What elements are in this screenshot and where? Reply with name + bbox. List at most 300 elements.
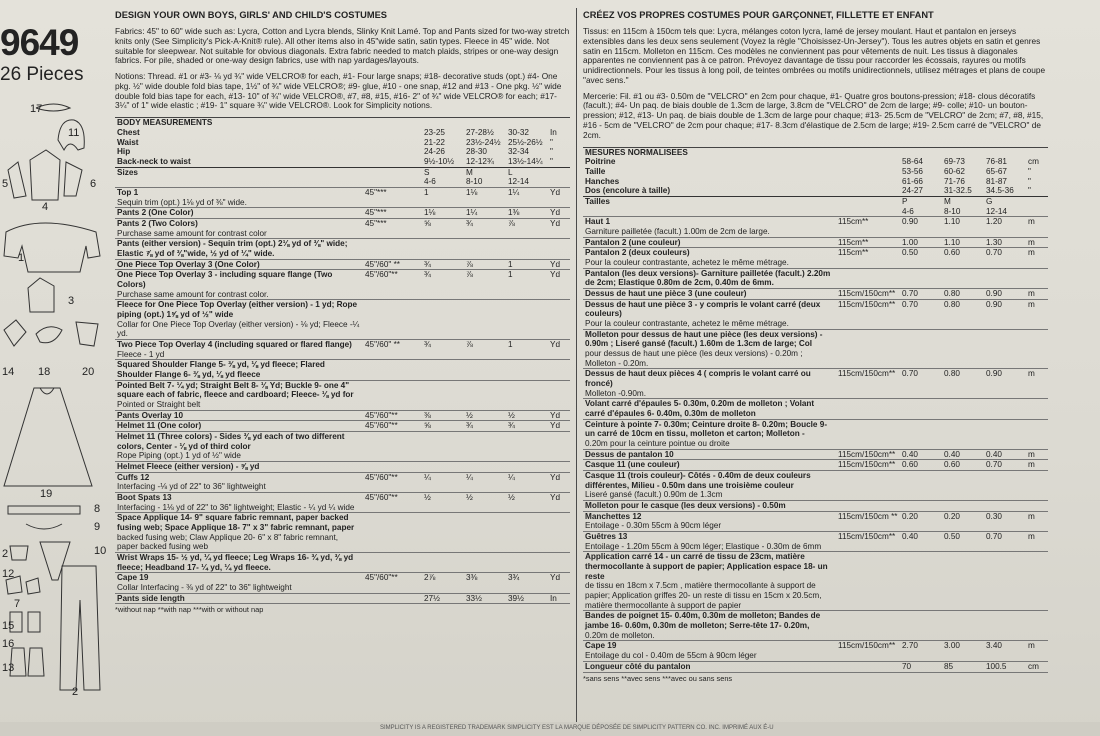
fabric-width-value	[363, 593, 422, 604]
size-header-m: M 8-10	[942, 196, 984, 216]
garment-sublabel: Pour la couleur contrastante, achetez le même métrage.	[585, 257, 789, 267]
english-footnote: *without nap **with nap ***with or without nap	[115, 605, 264, 615]
top-drawing	[4, 223, 100, 272]
size-small-value: 21-22	[424, 137, 445, 147]
unit-value	[548, 239, 570, 259]
garment-label-cell	[583, 552, 836, 611]
size-large-value	[984, 611, 1026, 641]
figure-label-7: 7	[14, 598, 21, 610]
size-large-value: ½	[506, 410, 548, 421]
size-medium-value: ½	[464, 493, 506, 513]
garment-label-cell	[115, 300, 363, 340]
measurement-label: Hanches	[585, 176, 620, 186]
figure-label-16: 16	[2, 638, 15, 650]
unit-value: "	[1028, 166, 1031, 176]
garment-label-cell	[583, 661, 836, 672]
unit-value	[548, 513, 570, 553]
english-column	[115, 10, 570, 615]
applique-14-drawing	[4, 320, 26, 346]
pants-overlay-drawing	[40, 542, 70, 580]
garment-label-cell	[583, 288, 836, 299]
garment-label: One Piece Top Overlay 3 (One Color)	[117, 259, 260, 269]
size-medium-value	[464, 462, 506, 473]
blank-cell	[363, 138, 422, 148]
size-medium-value	[942, 419, 984, 449]
blank-cell	[363, 128, 422, 138]
body-measurement-row	[115, 128, 570, 138]
blank-cell	[363, 147, 422, 157]
garment-sublabel: Pointed or Straight belt	[117, 400, 201, 410]
yardage-row	[115, 360, 570, 380]
yardage-row	[115, 218, 570, 238]
garment-label-cell	[115, 493, 363, 513]
size-large-value: 81-87	[986, 176, 1007, 186]
garment-label: Cape 19	[585, 641, 617, 651]
figure-label-3: 3	[68, 295, 75, 307]
size-medium-value: 0.60	[942, 460, 984, 471]
unit-value: Yd	[548, 218, 570, 238]
garment-sublabel: Interfacing - 1⅛ yd of 22" to 36" lightweight; Elastic - ¼ yd ¼ wide	[117, 502, 355, 512]
unit-value	[1026, 329, 1048, 369]
size-small-value	[422, 462, 464, 473]
pants-drawing	[60, 566, 100, 690]
size-large-value: 0.70	[984, 460, 1026, 471]
flange-right-drawing	[64, 162, 82, 196]
technical-drawings	[0, 0, 112, 736]
size-small-value: 1⅛	[422, 208, 464, 219]
fabric-width-value: 45"/60"**	[363, 410, 422, 421]
garment-label-cell	[583, 329, 836, 369]
yardage-row	[583, 399, 1048, 419]
size-large-value: ¾	[506, 421, 548, 432]
fabric-width-value: 115cm/150cm**	[836, 288, 900, 299]
size-medium-value: 0.20	[942, 511, 984, 531]
size-medium-value: 31-32.5	[944, 186, 972, 196]
body-measurement-row	[583, 167, 1048, 177]
size-medium-value: 0.60	[942, 248, 984, 268]
size-medium-value	[464, 513, 506, 553]
figure-label-12: 12	[2, 568, 15, 580]
measurement-label: Waist	[117, 137, 139, 147]
unit-value: m	[1026, 369, 1048, 399]
size-small-value: 61-66	[902, 176, 923, 186]
unit-value: m	[1026, 449, 1048, 460]
unit-value	[1026, 419, 1048, 449]
unit-value: In	[550, 127, 557, 137]
garment-label-cell	[583, 471, 836, 501]
size-large-value	[984, 399, 1026, 419]
size-medium-value: 69-73	[944, 157, 965, 167]
measurement-label: Hip	[117, 147, 131, 157]
yardage-row	[583, 641, 1048, 661]
unit-value: m	[1026, 288, 1048, 299]
size-small-value: 1	[422, 187, 464, 207]
blank-cell	[363, 157, 422, 167]
fabric-width-value	[836, 329, 900, 369]
top-overlay-3-drawing	[28, 278, 54, 312]
size-small-value: 0.40	[900, 532, 942, 552]
garment-label: Pants side length	[117, 593, 185, 603]
fabric-width-value	[836, 419, 900, 449]
size-medium-value: 27-28½	[466, 127, 494, 137]
unit-value	[1026, 471, 1048, 501]
yardage-row	[115, 493, 570, 513]
garment-sublabel: Entoilage - 0.30m 55cm à 90cm léger	[585, 521, 722, 531]
pattern-pieces-strip	[0, 0, 112, 736]
fabric-width-value	[363, 553, 422, 573]
fabric-width-value	[836, 399, 900, 419]
size-small-value: ¾	[422, 270, 464, 300]
size-small-value: ¾	[422, 259, 464, 270]
yardage-row	[583, 288, 1048, 299]
size-medium-value: 33½	[464, 593, 506, 604]
size-medium-value: ¾	[464, 218, 506, 238]
pointed-belt-drawing	[26, 524, 62, 529]
cuff-drawing	[10, 546, 28, 560]
yardage-row	[583, 248, 1048, 268]
fabric-width-value	[363, 239, 422, 259]
yardage-row	[115, 472, 570, 492]
size-large-value	[984, 501, 1026, 512]
fabric-width-value	[363, 380, 422, 410]
size-small-value	[900, 419, 942, 449]
size-medium-value: 85	[942, 661, 984, 672]
yardage-row	[583, 552, 1048, 611]
garment-label-cell	[115, 360, 363, 380]
size-small-value: 23-25	[424, 127, 445, 137]
size-small-value	[900, 399, 942, 419]
size-medium-value: 12-12¾	[466, 156, 494, 166]
garment-sublabel: Rope Piping (opt.) 1 yd of ½" wide	[117, 451, 241, 461]
size-large-value	[984, 268, 1026, 288]
size-small-value	[422, 513, 464, 553]
size-large-value	[506, 360, 548, 380]
cape-drawing	[4, 388, 92, 486]
fabric-width-value: 115cm/150cm**	[836, 460, 900, 471]
yardage-row	[115, 410, 570, 421]
size-small-value: 27½	[422, 593, 464, 604]
yardage-row	[583, 299, 1048, 329]
fabric-width-value	[363, 300, 422, 340]
garment-sublabel: 0.20m pour la ceinture pointue ou droite	[585, 439, 730, 449]
fabric-width-value	[363, 360, 422, 380]
fabric-width-value	[363, 462, 422, 473]
body-measurement-row	[583, 157, 1048, 167]
unit-value: "	[550, 137, 553, 147]
unit-value: Yd	[548, 208, 570, 219]
garment-label: Dessus de pantalon 10	[585, 449, 674, 459]
size-large-value: 1	[506, 340, 548, 360]
unit-value: "	[1028, 186, 1031, 196]
unit-value: m	[1026, 511, 1048, 531]
garment-label: Guêtres 13	[585, 532, 628, 542]
garment-label: Dessus de haut une pièce 3 - y compris le volant carré (deux couleurs)	[585, 299, 821, 319]
blank-cell	[363, 167, 422, 187]
unit-value: Yd	[548, 259, 570, 270]
size-large-value: 0.90	[984, 369, 1026, 399]
figure-label-13: 13	[2, 662, 15, 674]
size-medium-value: 71-76	[944, 176, 965, 186]
garment-label: Dessus de haut deux pièces 4 ( compris le volant carré ou froncé)	[585, 369, 811, 389]
yardage-row	[115, 513, 570, 553]
size-medium-value: 1⅛	[464, 187, 506, 207]
blank-cell	[836, 167, 900, 177]
garment-label: Helmet Fleece (either version) - ⅝ yd	[117, 462, 260, 472]
yardage-row	[583, 449, 1048, 460]
size-small-value	[422, 300, 464, 340]
garment-label: Pants Overlay 10	[117, 410, 183, 420]
size-small-value: 2.70	[900, 641, 942, 661]
garment-label: Volant carré d'épaules 5- 0.30m, 0.20m de molleton ; Volant carré d'épaules 6- 0.40m, 0.30m de molleton	[585, 399, 815, 419]
unit-value	[1026, 501, 1048, 512]
unit-value	[548, 462, 570, 473]
size-small-value	[422, 553, 464, 573]
garment-sublabel: Interfacing -⅛ yd of 22" to 36" lightweight	[117, 482, 266, 492]
english-fabrics: Fabrics: 45" to 60" wide such as: Lycra, Cotton and Lycra blends, Slinky Knit Lamé. Top and Pants sized for two-way stretch knits only (See Simplicity's Pick-A-Knit® rule). All other items also in 45"wide satin, satin types. Fleece in 45" wide. Not suitable for sleepwear. Not suitable for obvious diagonals. Extra fabric needed to match plaids, stripes or one-way design fabrics. For pile, shaded or one-way design fabrics, use with nap yardages/layouts.	[115, 25, 570, 66]
size-small-value: 9½-10½	[424, 156, 455, 166]
size-medium-value: 3.00	[942, 641, 984, 661]
garment-label-cell	[115, 380, 363, 410]
garment-sublabel: backed fusing web; Claw Applique 20- 6" x 8" fabric remnant, paper backed fusing web	[117, 532, 339, 552]
yardage-row	[115, 239, 570, 259]
yardage-row	[115, 421, 570, 432]
size-small-value	[422, 432, 464, 462]
fabric-width-value	[836, 661, 900, 672]
english-notions: Notions: Thread. #1 or #3- ⅛ yd ¾" wide VELCRO® for each, #1- Four large snaps; #18- decorative studs (opt.) #4- One pkg. ½" wide double fold bias tape, 1½" of ¾" wide VELCRO®; #9- glue, #10 - one snap, #12 and #13 - One pkg. ½" wide double fold bias tape for each, #13- 10" of ¾" wide VELCRO®, #7, #8, #15, #16- 2" of ¾" wide VELCRO® for each; #17- 3¼" of 1" wide elastic ; #19- 1" square ¾" wide VELCRO®. Look for Simplicity notions.	[115, 71, 562, 111]
size-small-value: ¾	[422, 340, 464, 360]
fabric-width-value: 45"/60" **	[363, 340, 422, 360]
size-large-value: 13½-14¼	[508, 156, 543, 166]
size-small-value: 0.70	[900, 299, 942, 329]
yardage-row	[583, 268, 1048, 288]
size-medium-value	[942, 611, 984, 641]
size-small-value	[900, 501, 942, 512]
garment-label: Space Applique 14- 9" square fabric remnant, paper backed fusing web; Space Applique 18- 7" x 3" fabric remnant, paper	[117, 513, 355, 533]
garment-label: Squared Shoulder Flange 5- ⅜ yd, ⅛ yd fleece; Flared Shoulder Flange 6- ⅜ yd, ⅛ yd fleece	[117, 360, 325, 380]
measurement-label: Back-neck to waist	[117, 156, 191, 166]
size-header-l: L 12-14	[506, 167, 548, 187]
size-large-value: 65-67	[986, 166, 1007, 176]
garment-label: Top 1	[117, 187, 139, 197]
size-medium-value: 60-62	[944, 166, 965, 176]
size-large-value: 0.90	[984, 299, 1026, 329]
yardage-row	[583, 460, 1048, 471]
unit-value: m	[1026, 641, 1048, 661]
figure-label-8: 8	[94, 503, 101, 515]
size-large-value: 34.5-36	[986, 186, 1014, 196]
applique-20-drawing	[76, 322, 98, 346]
garment-label-cell	[583, 369, 836, 399]
fabric-width-value	[363, 513, 422, 553]
fabric-width-value: 115cm/150cm**	[836, 532, 900, 552]
size-small-value: 0.60	[900, 460, 942, 471]
garment-sublabel: Collar for One Piece Top Overlay (either version) - ⅛ yd; Fleece -¼ yd.	[117, 319, 360, 339]
yardage-row	[115, 573, 570, 593]
size-large-value	[506, 553, 548, 573]
garment-label-cell	[115, 340, 363, 360]
measurement-label: Taille	[585, 166, 606, 176]
garment-sublabel: Pour la couleur contrastante, achetez le même métrage.	[585, 318, 789, 328]
size-medium-value: 1.10	[942, 217, 984, 237]
garment-label: Manchettes 12	[585, 511, 642, 521]
fabric-width-value	[836, 471, 900, 501]
french-notions: Mercerie: Fil. #1 ou #3- 0.50m de "VELCRO" en 2cm pour chaque, #1- Quatre gros boutons-pression; #18- clous décoratifs (facult.); #4- Un paq. de biais double de 1.3cm de large, 3.8cm de "VELCRO" de 2cm de large; #9- colle; #10- un bouton-pression; #12, #13- Un paq. de biais double de 1.3cm de large pour chaque; #13- 25.5cm de "VELCRO" de 2cm; #7, #8, #15, #16 - 5cm de "VELCRO" de 2cm pour chaque; #17- 8.3cm d'élastique de 2.5cm de large; #19- 2.5cm carré de "VELCRO" de 2cm.	[583, 90, 1044, 140]
size-medium-value	[464, 239, 506, 259]
garment-label: Molleton pour dessus de haut une pièce (les deux versions) - 0.90m ; Liseré gansé (facult.) 1.60m de 1.3cm de large; Col	[585, 329, 823, 349]
french-footnote: *sans sens **avec sens ***avec ou sans sens	[583, 673, 733, 683]
size-large-value: 0.90	[984, 288, 1026, 299]
size-large-value: ¼	[506, 472, 548, 492]
garment-label-cell	[115, 410, 363, 421]
yardage-row	[583, 501, 1048, 512]
size-small-value	[900, 471, 942, 501]
size-small-value: 0.90	[900, 217, 942, 237]
fabric-width-value	[836, 552, 900, 611]
size-header-s: S 4-6	[422, 167, 464, 187]
size-large-value: 0.70	[984, 248, 1026, 268]
french-heading: CRÉEZ VOS PROPRES COSTUMES POUR GARÇONNET, FILLETTE ET ENFANT	[583, 10, 934, 20]
figure-label-20: 20	[82, 366, 95, 378]
size-large-value: 0.40	[984, 449, 1026, 460]
blank-cell	[836, 157, 900, 167]
size-small-value	[900, 329, 942, 369]
size-small-value	[422, 239, 464, 259]
size-large-value: 1.20	[984, 217, 1026, 237]
figure-label-4: 4	[42, 201, 49, 213]
size-medium-value	[942, 471, 984, 501]
garment-sublabel: pour dessus de haut une pièce (les deux versions) - 0.20m ; Molleton - 0.20m.	[585, 349, 803, 368]
unit-value: Yd	[548, 187, 570, 207]
body-measurements-title: BODY MEASUREMENTS	[117, 118, 213, 128]
garment-sublabel: Collar Interfacing - ⅜ yd of 22" to 36" lightweight	[117, 583, 292, 593]
size-small-value: ⅜	[422, 410, 464, 421]
fabric-width-value: 45"/60"**	[363, 573, 422, 593]
pieces-count: 26 Pieces	[0, 64, 84, 85]
size-large-value	[506, 300, 548, 340]
fabric-width-value: 115cm/150cm**	[836, 641, 900, 661]
yardage-row	[115, 259, 570, 270]
yardage-row	[583, 532, 1048, 552]
size-large-value: 1	[506, 270, 548, 300]
yardage-row	[583, 611, 1048, 641]
size-large-value: 76-81	[986, 157, 1007, 167]
garment-label-cell	[115, 218, 363, 238]
garment-label: Casque 11 (une couleur)	[585, 460, 680, 470]
garment-label-cell	[583, 248, 836, 268]
unit-value: Yd	[548, 573, 570, 593]
unit-value: m	[1026, 532, 1048, 552]
size-large-value	[984, 471, 1026, 501]
trademark-strip	[0, 722, 1100, 736]
size-large-value	[984, 329, 1026, 369]
size-medium-value	[464, 300, 506, 340]
measurement-label: Poitrine	[585, 157, 616, 167]
body-measurement-row	[583, 177, 1048, 187]
size-medium-value	[942, 501, 984, 512]
garment-sublabel: Fleece - 1 yd	[117, 349, 165, 359]
fabric-width-value: 115cm**	[836, 237, 900, 248]
garment-label-cell	[115, 573, 363, 593]
unit-value	[548, 360, 570, 380]
size-large-value: 1.30	[984, 237, 1026, 248]
unit-value	[548, 553, 570, 573]
unit-value: Yd	[548, 421, 570, 432]
belt-drawing	[8, 506, 80, 514]
size-small-value	[422, 380, 464, 410]
fabric-width-value: 45"/60"**	[363, 472, 422, 492]
garment-label: Pants 2 (One Color)	[117, 208, 194, 218]
yardage-row	[115, 187, 570, 207]
unit-value: cm	[1026, 661, 1048, 672]
fabric-width-value: 115cm**	[836, 248, 900, 268]
size-medium-value: 3⅜	[464, 573, 506, 593]
garment-label: Pants (either version) - Sequin trim (opt.) 2⅛ yd of ⅜" wide; Elastic ⅞ yd of ⅜"wide, ½ yd of ¼" wide.	[117, 239, 348, 258]
garment-label-cell	[583, 299, 836, 329]
garment-sublabel: Entoilage - 1.20m 55cm à 90cm léger; Elastique - 0.30m de 6mm	[585, 541, 822, 551]
size-medium-value: 0.80	[942, 369, 984, 399]
size-medium-value	[464, 432, 506, 462]
garment-label-cell	[583, 237, 836, 248]
sizes-label: Sizes	[115, 167, 363, 187]
size-small-value: 0.20	[900, 511, 942, 531]
fabric-width-value	[836, 501, 900, 512]
body-measurement-row	[115, 157, 570, 167]
garment-label-cell	[115, 239, 363, 259]
size-medium-value	[464, 380, 506, 410]
size-header-m: M 8-10	[464, 167, 506, 187]
size-medium-value: 0.80	[942, 299, 984, 329]
garment-label: Bandes de poignet 15- 0.40m, 0.30m de molleton; Bandes de jambe 16- 0.60m, 0.30m de molleton; Serre-tête 17- 0.20m,	[585, 611, 821, 631]
garment-label-cell	[115, 462, 363, 473]
yardage-row	[583, 329, 1048, 369]
yardage-row	[115, 553, 570, 573]
garment-label-cell	[115, 259, 363, 270]
unit-value: Yd	[548, 493, 570, 513]
garment-label: Helmet 11 (One color)	[117, 421, 202, 431]
size-large-value	[506, 513, 548, 553]
garment-label-cell	[583, 611, 836, 641]
applique-18-drawing	[36, 327, 62, 343]
size-small-value: 2⅞	[422, 573, 464, 593]
figure-label-14: 14	[2, 366, 15, 378]
english-yardage-chart	[115, 118, 570, 604]
garment-label: Casque 11 (trois couleur)- Côtés - 0.40m de deux couleurs différentes, Milieu - 0.50m dans une troisième couleur	[585, 471, 811, 490]
fabric-width-value: 45"***	[363, 218, 422, 238]
figure-label-15: 15	[2, 620, 15, 632]
garment-label: Pointed Belt 7- ¼ yd; Straight Belt 8- ⅛ Yd; Buckle 9- one 4" square each of fabric, fleece and cardboard; Fleece- ⅛ yd for	[117, 380, 354, 400]
yardage-row	[115, 432, 570, 462]
garment-label-cell	[115, 553, 363, 573]
figure-label-2-top: 2	[2, 548, 9, 560]
trademark-text: SIMPLICITY IS A REGISTERED TRADEMARK SIMPLICITY EST LA MARQUE DÉPOSÉE DE SIMPLICITY PATTERN CO. INC. IMPRIMÉ AUX É-U	[380, 725, 774, 731]
unit-value: m	[1026, 237, 1048, 248]
yardage-row	[583, 471, 1048, 501]
sizes-label: Tailles	[583, 196, 836, 216]
figure-label-19: 19	[40, 488, 53, 500]
garment-label-cell	[583, 511, 836, 531]
blank-cell	[836, 177, 900, 187]
fabric-width-value	[363, 432, 422, 462]
garment-label-cell	[583, 268, 836, 288]
garment-label: Dessus de haut une pièce 3 (une couleur)	[585, 288, 747, 298]
size-header-s: P 4-6	[900, 196, 942, 216]
size-small-value: 70	[900, 661, 942, 672]
blank-cell	[1026, 196, 1048, 216]
figure-label-2: 2	[72, 686, 79, 698]
yardage-row	[115, 462, 570, 473]
column-divider	[576, 8, 577, 723]
size-small-value	[900, 552, 942, 611]
